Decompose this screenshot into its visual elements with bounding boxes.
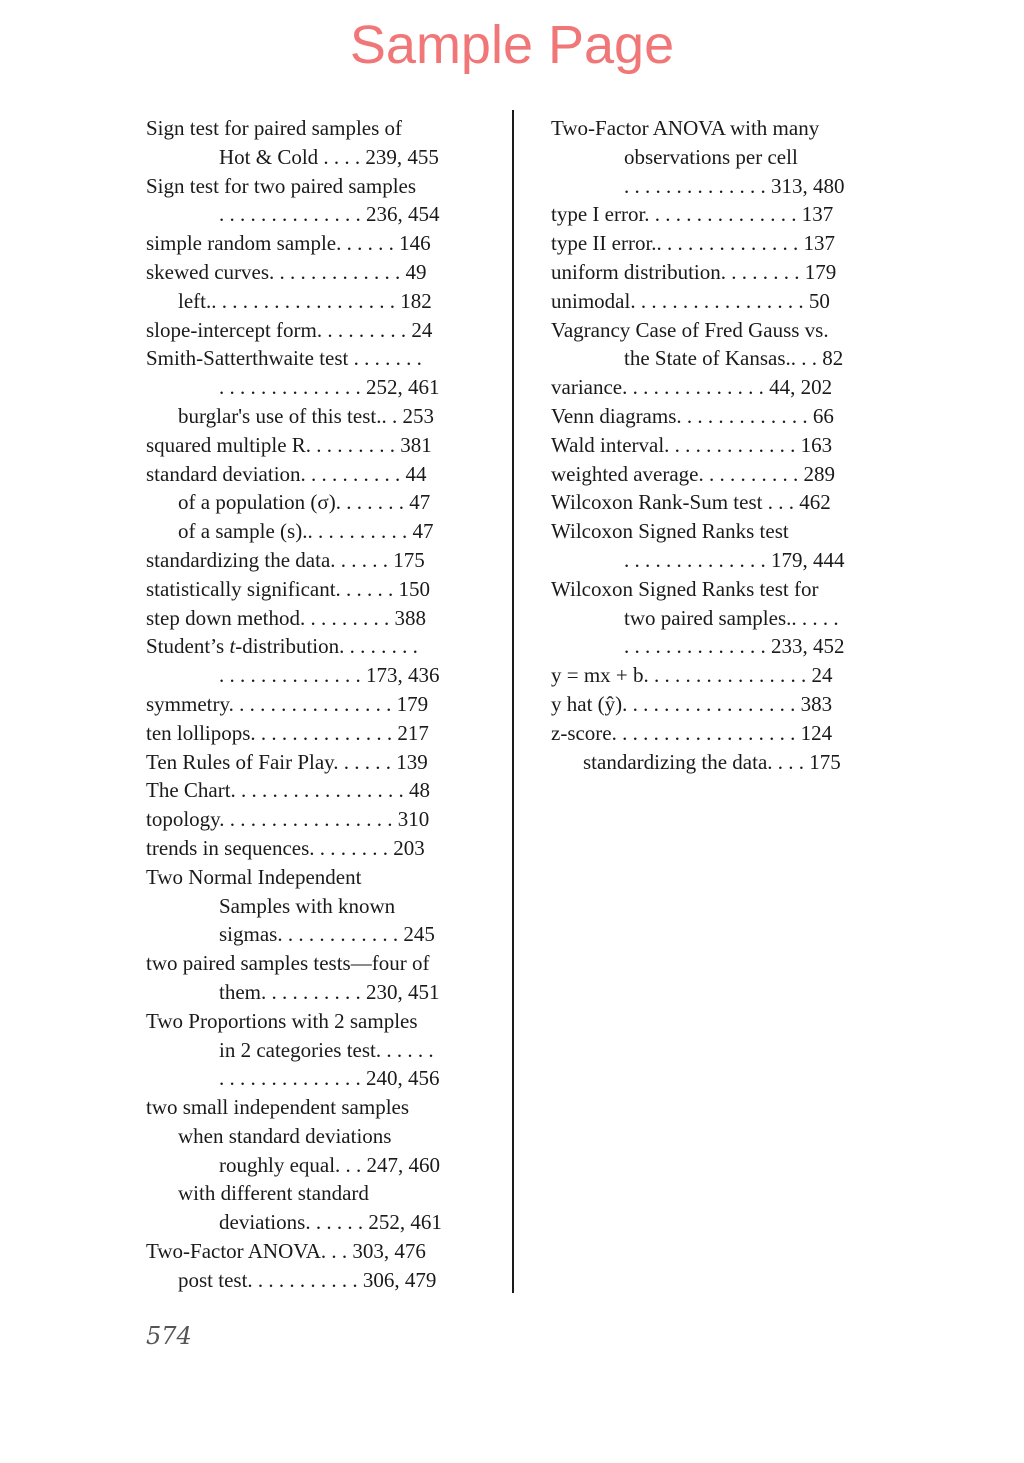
index-entry: roughly equal. . . 247, 460 [219, 1152, 441, 1177]
index-entry: Student’s t-distribution. . . . . . . . [146, 634, 418, 659]
index-entry: standard deviation. . . . . . . . . . 44 [146, 461, 427, 486]
index-entry: Hot & Cold . . . . 239, 455 [219, 144, 439, 169]
index-entry: two paired samples.. . . . . [624, 605, 839, 630]
index-entry: two small independent samples [146, 1095, 410, 1120]
index-entry: topology. . . . . . . . . . . . . . . . . 310 [146, 807, 430, 832]
index-entry: type I error. . . . . . . . . . . . . . . 137 [551, 202, 834, 227]
index-entry: . . . . . . . . . . . . . . 240, 456 [219, 1066, 440, 1091]
index-entry: symmetry. . . . . . . . . . . . . . . . 179 [146, 691, 429, 716]
index-entry: Two-Factor ANOVA. . . 303, 476 [146, 1239, 426, 1264]
index-entry: Two Normal Independent [146, 864, 362, 889]
index-entry: left.. . . . . . . . . . . . . . . . . . 182 [178, 288, 432, 313]
index-entry: standardizing the data. . . . . . 175 [146, 547, 425, 572]
index-entry: . . . . . . . . . . . . . . 252, 461 [219, 375, 440, 400]
index-entry: Samples with known [219, 893, 396, 918]
index-entry: Wilcoxon Rank-Sum test . . . 462 [551, 490, 831, 515]
index-entry: Two Proportions with 2 samples [146, 1008, 418, 1033]
index-entry: . . . . . . . . . . . . . . 313, 480 [624, 173, 845, 198]
index-entry: unimodal. . . . . . . . . . . . . . . . . 50 [551, 288, 830, 313]
index-entry: sigmas. . . . . . . . . . . . 245 [219, 922, 435, 947]
index-entry: trends in sequences. . . . . . . . 203 [146, 835, 425, 860]
index-entry: with different standard [178, 1181, 369, 1206]
index-entry: . . . . . . . . . . . . . . 236, 454 [219, 202, 440, 227]
index-entry: when standard deviations [178, 1123, 392, 1148]
index-entry: ten lollipops. . . . . . . . . . . . . . 217 [146, 720, 429, 745]
index-entry: two paired samples tests—four of [146, 951, 430, 976]
index-entry: post test. . . . . . . . . . . 306, 479 [178, 1267, 437, 1292]
index-entry: y hat (ŷ). . . . . . . . . . . . . . . . . 383 [551, 691, 833, 716]
index-entry: step down method. . . . . . . . . 388 [146, 605, 426, 630]
index-entry: standardizing the data. . . . 175 [583, 749, 841, 774]
index-entry: statistically significant. . . . . . 150 [146, 576, 431, 601]
index-entry: Wilcoxon Signed Ranks test [551, 519, 789, 544]
index-entry: Vagrancy Case of Fred Gauss vs. [551, 317, 829, 342]
index-entry: squared multiple R. . . . . . . . . 381 [146, 432, 432, 457]
index-entry: y = mx + b. . . . . . . . . . . . . . . . 24 [551, 663, 833, 688]
watermark: Sample Page [349, 15, 675, 75]
index-entry: simple random sample. . . . . . 146 [146, 231, 431, 256]
index-entry: burglar's use of this test.. . 253 [178, 403, 434, 428]
index-entry: skewed curves. . . . . . . . . . . . . 49 [146, 259, 427, 284]
index-column-right [551, 114, 883, 776]
index-entry: observations per cell [624, 144, 798, 169]
index-entry: the State of Kansas.. . . 82 [624, 346, 844, 371]
index-entry: Two-Factor ANOVA with many [551, 116, 820, 140]
index-entry: The Chart. . . . . . . . . . . . . . . . . 48 [146, 778, 431, 803]
index-column-left [146, 114, 478, 1295]
index-entry: Venn diagrams. . . . . . . . . . . . . 66 [551, 403, 834, 428]
index-entry: uniform distribution. . . . . . . . 179 [551, 259, 837, 284]
page-number: 574 [146, 1322, 192, 1350]
index-entry: . . . . . . . . . . . . . . 233, 452 [624, 634, 845, 659]
index-entry: Ten Rules of Fair Play. . . . . . 139 [146, 749, 428, 774]
index-entry: variance. . . . . . . . . . . . . . 44, 202 [551, 375, 833, 400]
index-entry: them. . . . . . . . . . 230, 451 [219, 979, 440, 1004]
index-entry: of a population (σ). . . . . . . 47 [178, 490, 431, 515]
index-entry: slope-intercept form. . . . . . . . . 24 [146, 317, 433, 342]
index-entry: weighted average. . . . . . . . . . 289 [551, 461, 836, 486]
index-entry: of a sample (s).. . . . . . . . . . 47 [178, 519, 434, 544]
index-entry: in 2 categories test. . . . . . [219, 1037, 434, 1062]
index-entry: deviations. . . . . . 252, 461 [219, 1210, 442, 1235]
column-divider [512, 110, 514, 1293]
index-entry: . . . . . . . . . . . . . . 179, 444 [624, 547, 845, 572]
index-entry: Smith-Satterthwaite test . . . . . . . [146, 346, 422, 371]
index-entry: type II error.. . . . . . . . . . . . . . 137 [551, 231, 836, 256]
index-entry: Sign test for two paired samples [146, 173, 417, 198]
index-entry: Sign test for paired samples of [146, 116, 403, 140]
index-entry: z-score. . . . . . . . . . . . . . . . . . 124 [551, 720, 833, 745]
index-entry: Wilcoxon Signed Ranks test for [551, 576, 819, 601]
index-entry: . . . . . . . . . . . . . . 173, 436 [219, 663, 440, 688]
index-entry: Wald interval. . . . . . . . . . . . . 163 [551, 432, 833, 457]
